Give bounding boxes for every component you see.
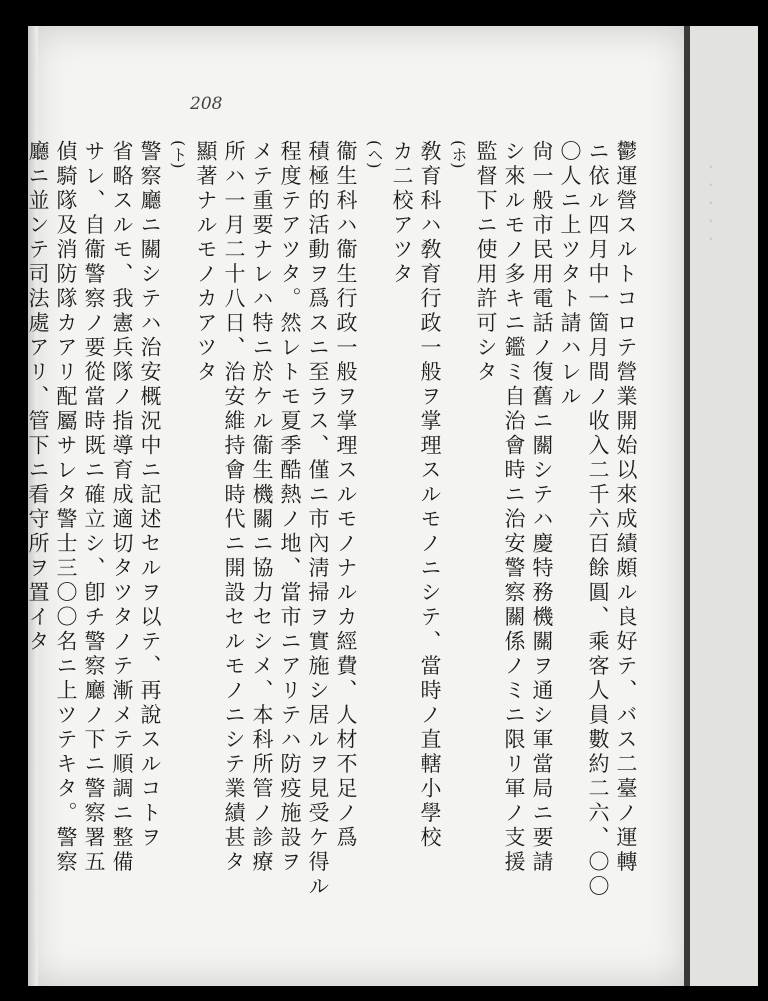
text-column: 敎育科ハ敎育行政一般ヲ掌理スルモノニシテ、當時ノ直轄小學校 (418, 140, 442, 851)
text-column: 鬱運營スルトコロテ營業開始以來成績頗ル良好テ、バス二臺ノ運轉 (614, 140, 638, 875)
bleed-through-text: ・・・・・ (702, 160, 718, 250)
text-column: 積極的活動ヲ爲スニ至ラス、僅ニ市內淸掃ヲ實施シ居ルヲ見受ケ得ル (306, 140, 330, 900)
text-column: 省略スルモ、我憲兵隊ノ指導育成適切タツタノテ漸メテ順調ニ整備 (110, 140, 134, 875)
section-marker-to: (ト) (169, 140, 188, 169)
section-marker-ho: (ホ) (449, 140, 468, 169)
text-column: 〇人ニ上ツタト請ハレル (558, 140, 582, 410)
text-column: 監督下ニ使用許可シタ (474, 140, 498, 385)
text-column: 偵騎隊及消防隊カアリ配屬サレタ警士三〇〇名ニ上ツテキタ。警察 (54, 140, 78, 875)
text-column: 廳ニ並ンテ司法處アリ、管下ニ看守所ヲ置イタ (26, 140, 50, 655)
text-column: 顯著ナルモノカアツタ (194, 140, 218, 385)
text-column: 所ハ一月二十八日、治安維持會時代ニ開設セルモノニシテ業績甚タ (222, 140, 246, 875)
text-column: 尙一般市民用電話ノ復舊ニ關シテハ慶特務機關ヲ通シ軍當局ニ要請 (530, 140, 554, 875)
vertical-text-body (26, 140, 640, 940)
section-marker-he: (ヘ) (365, 140, 384, 169)
text-column: ニ依ル四月中一箇月間ノ收入二千六百餘圓、乘客人員數約二六、〇〇 (586, 140, 610, 900)
text-column: メテ重要ナレハ特ニ於ケル衞生機關ニ協力セシメ、本科所管ノ診療 (250, 140, 274, 875)
text-column: 衞生科ハ衞生行政一般ヲ掌理スルモノナルカ經費、人材不足ノ爲 (334, 140, 358, 851)
text-column: 程度テアツタ。然レトモ夏季酷熱ノ地、當市ニアリテハ防疫施設ヲ (278, 140, 302, 875)
text-column: シ來ルモノ多キニ鑑ミ自治會時ニ治安警察關係ノミニ限リ軍ノ支援 (502, 140, 526, 875)
text-column: カ二校アツタ (390, 140, 414, 287)
handwritten-page-number: 208 (190, 94, 223, 114)
text-column: 警察廳ニ關シテハ治安概況中ニ記述セルヲ以テ、再說スルコトヲ (138, 140, 162, 851)
text-column: サレ、自衞警察ノ要從當時既ニ確立シ、卽チ警察廳ノ下ニ警察署五 (82, 140, 106, 875)
